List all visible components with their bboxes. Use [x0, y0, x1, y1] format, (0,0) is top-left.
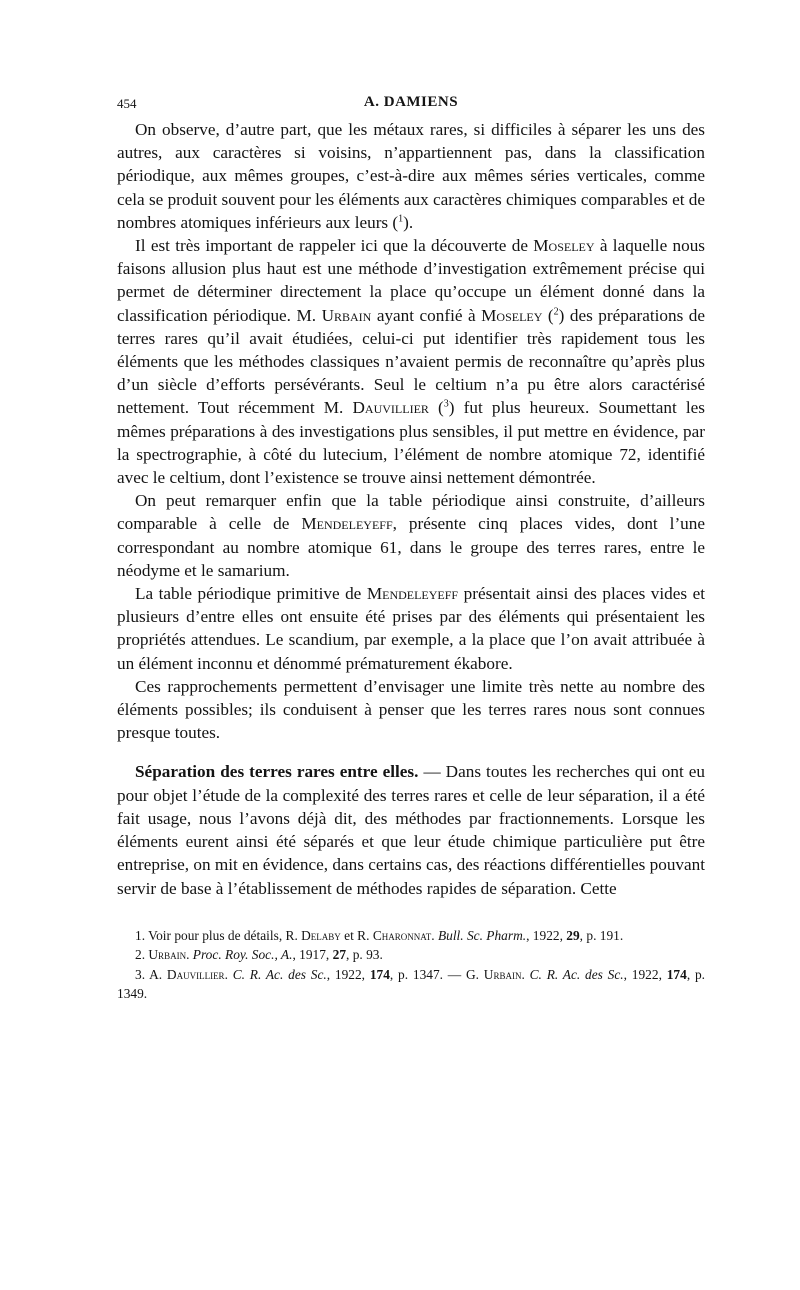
- body-text: [117, 118, 705, 900]
- footnote-3-text-g: , p. 1349.: [117, 966, 705, 1002]
- footnote-3-text-b: .: [224, 966, 233, 982]
- page-number: 454: [117, 96, 137, 111]
- footnote-1-volume: 29: [566, 927, 580, 943]
- footnote-1: [117, 926, 705, 946]
- footnote-ref-3: 3: [443, 398, 449, 410]
- footnote-2-journal: Proc. Roy. Soc., A.: [192, 947, 293, 963]
- author-moseley: Moseley: [533, 236, 595, 256]
- author-moseley-2: Moseley: [481, 305, 543, 325]
- paragraph-4: [117, 582, 705, 675]
- footnote-2-author: Urbain: [148, 947, 187, 963]
- footnote-2-text-d: , p. 93.: [346, 947, 383, 963]
- paragraph-2-text-a: Il est très important de rappeler ici que la découverte de: [135, 236, 534, 256]
- author-dauvillier: Dauvillier: [352, 398, 429, 418]
- footnote-2-text-a: 2.: [135, 947, 149, 963]
- footnotes: [117, 926, 705, 1004]
- paragraph-4-text-a: La table périodique primitive de: [135, 584, 367, 604]
- page: [117, 92, 705, 1004]
- footnote-1-text-d: , 1922,: [526, 927, 567, 943]
- footnote-1-text-b: et R.: [340, 927, 373, 943]
- paragraph-6-text: — Dans toutes les recherches qui ont eu pour objet l’étude de la complexité des terres rares et celle de leur séparation, il a été fait usage, nous l’avons déjà dit, des méthodes par fractionnements. Lorsque les éléments eurent ainsi été séparés et que leur étude chimique particulière put être entreprise, on mit en évidence, dans certains cas, des réactions différentielles pouvant servir de base à l’établissement de méthodes rapides de séparation. Cette: [117, 762, 706, 898]
- author-mendeleyeff-2: Mendeleyeff: [366, 584, 459, 604]
- paragraph-3-text-b: , présente cinq places vides, dont l’une correspondant au nombre atomique 61, dans le groupe des terres rares, entre le néodyme et le samarium.: [117, 514, 705, 580]
- footnote-3-text-d: , p. 1347. — G.: [389, 966, 484, 982]
- footnote-2-text-b: .: [186, 947, 193, 963]
- paragraph-2-text-b: à laquelle nous faisons allusion plus haut est une méthode d’investigation extrêmement précise qui permet de déterminer directement la place qu’occupe un élément donné dans la classification périodique. M.: [117, 236, 705, 325]
- footnote-3-author-1: Dauvillier: [166, 966, 225, 982]
- footnote-3: [117, 965, 705, 1004]
- footnote-3-journal-1: C. R. Ac. des Sc.: [232, 966, 327, 982]
- footnote-1-author-2: Charonnat: [372, 927, 432, 943]
- running-title: A. DAMIENS: [363, 94, 459, 110]
- footnote-1-text-e: , p. 191.: [579, 927, 624, 943]
- author-urbain: Urbain: [321, 305, 372, 325]
- footnote-1-journal: Bull. Sc. Pharm.: [437, 927, 527, 943]
- paragraph-2-text-e: fut plus heureux. Soumettant les mêmes préparations à des investigations plus sensibles, il put mettre en évidence, par la spectrographie, à côté du lutecium, l’élément de nombre atomique 72, identifié avec le celtium, dont l’existence se trouve ainsi nettement démontrée.: [117, 398, 705, 488]
- paragraph-1: [117, 118, 705, 234]
- author-mendeleyeff: Mendeleyeff: [301, 514, 393, 534]
- footnote-3-text-e: .: [521, 966, 530, 982]
- paragraph-2-text-d: des préparations de terres rares qu’il avait étudiées, celui-ci put identifier très rapidement tous les éléments que les méthodes classiques n’avaient permis de reconnaître qu’après plus d’un siècle d’efforts persévérants. Seul le celtium n’a pu être alors caractérisé nettement. Tout récemment M.: [117, 305, 705, 418]
- paragraph-4-text-b: présentait ainsi des places vides et plusieurs d’entre elles ont ensuite été prises par des éléments qui présentaient les propriétés attendues. Le scandium, par exemple, a la place que l’on avait attribuée à un élément inconnu et dénommé prématurement ékabore.: [117, 584, 705, 673]
- footnote-ref-1: 1: [398, 213, 404, 225]
- footnote-2-volume: 27: [332, 947, 347, 963]
- paragraph-2: Il est très important de rappeler ici que la découverte de Moseley à laquelle nous faisons allusion plus haut est une méthode d’investigation extrêmement précise qui permet de déterminer directement la place qu’occupe un élément donné dans la classification périodique. M. Urbain ayant confié à Moseley ($^2$) des préparations de terres rares qu’il avait étudiées, celui-ci put identifier très rapidement tous les éléments que les méthodes classiques n’avaient permis de reconnaître qu’après plus d’un siècle d’efforts persévérants. Seul le celtium n’a pu être alors caractérisé nettement. Tout récemment M. Dauvillier ($^3$) fut plus heureux. Soumettant les mêmes préparations à des investigations plus sensibles, il put mettre en évidence, par la spectrographie, à côté du lutecium, l’élément de nombre atomique 72, identifié avec le celtium, dont l’existence se trouve ainsi nettement démontrée.: [117, 236, 705, 488]
- paragraph-3: [117, 489, 705, 582]
- footnote-1-author-1: Delaby: [301, 927, 341, 943]
- paragraph-1-end: ).: [403, 212, 414, 232]
- footnote-3-text-f: , 1922,: [623, 966, 667, 982]
- footnote-1-text-a: 1. Voir pour plus de détails, R.: [135, 927, 302, 943]
- footnote-2-text-c: , 1917,: [292, 947, 333, 963]
- paragraph-3-text-a: On peut remarquer enfin que la table périodique ainsi construite, d’ailleurs comparable à celle de: [117, 491, 705, 534]
- paragraph-1-text: On observe, d’autre part, que les métaux rares, si difficiles à séparer les uns des autres, aux caractères si voisins, n’appartiennent pas, dans la classification périodique, aux mêmes groupes, c’est-à-dire aux mêmes séries verticales, comme cela se produit souvent pour les éléments aux caractères chimiques comparables et de nombres atomiques inférieurs aux leurs (: [117, 120, 705, 232]
- section-heading: Séparation des terres rares entre elles.: [135, 762, 419, 782]
- footnote-3-journal-2: C. R. Ac. des Sc.: [529, 966, 624, 982]
- running-head: [117, 92, 705, 118]
- footnote-3-text-c: , 1922,: [326, 966, 370, 982]
- footnote-ref-2: 2: [553, 305, 559, 317]
- footnote-1-text-c: .: [431, 927, 438, 943]
- paragraph-5: Ces rapprochements permettent d’envisager une limite très nette au nombre des éléments possibles; ils conduisent à penser que les terres rares nous sont connues presque toutes.: [117, 676, 705, 743]
- footnote-2: [117, 945, 705, 965]
- footnote-3-volume-1: 174: [369, 966, 390, 982]
- footnote-3-author-2: Urbain: [483, 966, 522, 982]
- paragraph-6: [117, 760, 705, 899]
- footnote-3-volume-2: 174: [666, 966, 687, 982]
- paragraph-2-text-c: ayant confié à: [371, 305, 482, 325]
- footnote-3-text-a: 3. A.: [135, 966, 167, 982]
